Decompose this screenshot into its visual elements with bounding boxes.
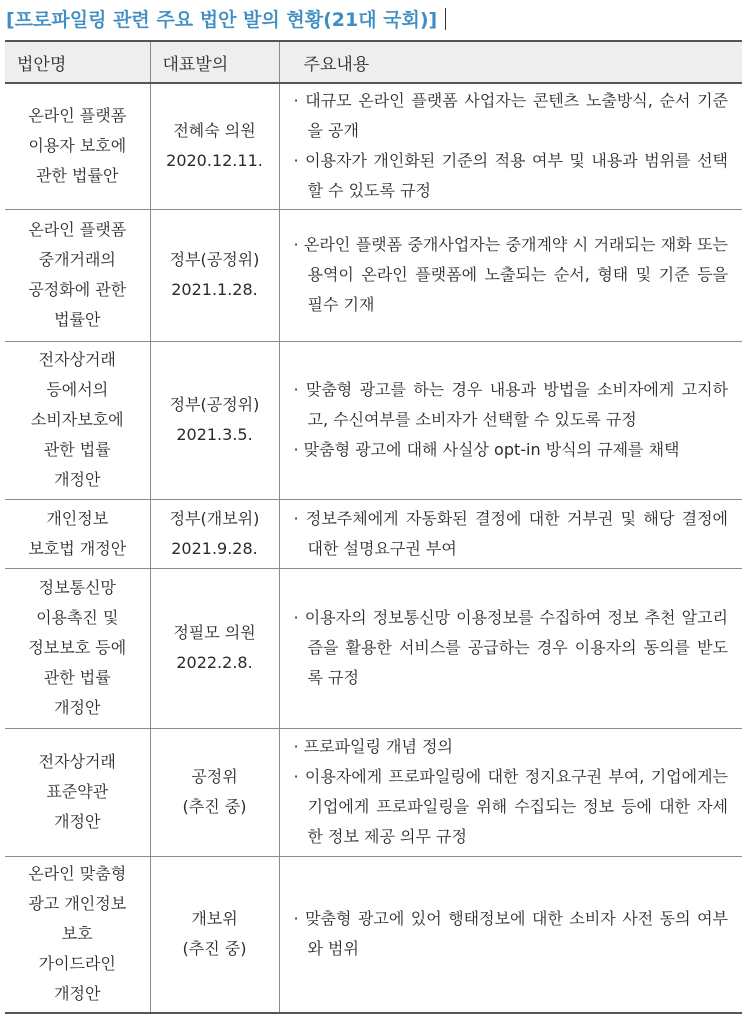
sponsor-cell: 정부(공정위) 2021.3.5. <box>150 341 279 499</box>
table-row <box>5 341 742 499</box>
text-cursor <box>445 8 446 30</box>
content-item: · 이용자에게 프로파일링에 대한 정지요구권 부여, 기업에게는 기업에게 프로파일링을 위해 수집되는 정보 등에 대한 자세한 정보 제공 의무 규정 <box>293 767 728 846</box>
header-sponsor: 대표발의 <box>150 41 279 83</box>
content-cell <box>279 568 742 728</box>
table-row <box>5 499 742 568</box>
header-bill-name: 법안명 <box>5 41 150 83</box>
content-cell <box>279 499 742 568</box>
content-item: · 맞춤형 광고에 대해 사실상 opt-in 방식의 규제를 채택 <box>293 440 680 459</box>
content-item: · 대규모 온라인 플랫폼 사업자는 콘텐츠 노출방식, 순서 기준을 공개 <box>293 91 728 141</box>
table-row <box>5 728 742 856</box>
bill-name-cell: 정보통신망 이용촉진 및 정보보호 등에 관한 법률 개정안 <box>5 568 150 728</box>
content-item: · 정보주체에게 자동화된 결정에 대한 거부권 및 해당 결정에 대한 설명요구권 부여 <box>293 508 728 558</box>
sponsor-cell: 정필모 의원 2022.2.8. <box>150 568 279 728</box>
sponsor-cell: 공정위 (추진 중) <box>150 728 279 856</box>
content-item: · 맞춤형 광고에 있어 행태정보에 대한 소비자 사전 동의 여부와 범위 <box>293 909 728 959</box>
bill-name-cell: 전자상거래 등에서의 소비자보호에 관한 법률 개정안 <box>5 341 150 499</box>
content-cell <box>279 209 742 341</box>
sponsor-cell: 정부(개보위) 2021.9.28. <box>150 499 279 568</box>
sponsor-cell: 정부(공정위) 2021.1.28. <box>150 209 279 341</box>
content-cell <box>279 856 742 1013</box>
content-cell <box>279 728 742 856</box>
table-row <box>5 856 742 1013</box>
bill-name-cell: 온라인 플랫폼 이용자 보호에 관한 법률안 <box>5 83 150 209</box>
bill-name-cell: 개인정보 보호법 개정안 <box>5 499 150 568</box>
sponsor-cell: 전혜숙 의원 2020.12.11. <box>150 83 279 209</box>
table-row <box>5 83 742 209</box>
content-item: · 이용자가 개인화된 기준의 적용 여부 및 내용과 범위를 선택할 수 있도록 규정 <box>293 151 728 201</box>
table-row <box>5 209 742 341</box>
bill-name-cell: 온라인 맞춤형 광고 개인정보 보호 가이드라인 개정안 <box>5 856 150 1013</box>
bill-name-cell: 온라인 플랫폼 중개거래의 공정화에 관한 법률안 <box>5 209 150 341</box>
header-content: 주요내용 <box>303 54 370 75</box>
content-cell <box>279 83 742 209</box>
content-item: · 맞춤형 광고를 하는 경우 내용과 방법을 소비자에게 고지하고, 수신여부를 소비자가 선택할 수 있도록 규정 <box>293 380 728 429</box>
table-row <box>5 568 742 728</box>
sponsor-cell: 개보위 (추진 중) <box>150 856 279 1013</box>
content-item: · 프로파일링 개념 정의 <box>293 737 453 756</box>
content-item: · 이용자의 정보통신망 이용정보를 수집하여 정보 추천 알고리즘을 활용한 서비스를 공급하는 경우 이용자의 동의를 받도록 규정 <box>293 608 728 687</box>
bill-table <box>5 40 742 1014</box>
bill-name-cell: 전자상거래 표준약관 개정안 <box>5 728 150 856</box>
content-cell <box>279 341 742 499</box>
header-row <box>5 41 742 83</box>
content-item: · 온라인 플랫폼 중개사업자는 중개계약 시 거래되는 재화 또는 용역이 온라인 플랫폼에 노출되는 순서, 형태 및 기준 등을 필수 기재 <box>293 235 728 314</box>
table-title-text: [프로파일링 관련 주요 법안 발의 현황(21대 국회)] <box>6 9 438 31</box>
table-title <box>6 5 446 35</box>
